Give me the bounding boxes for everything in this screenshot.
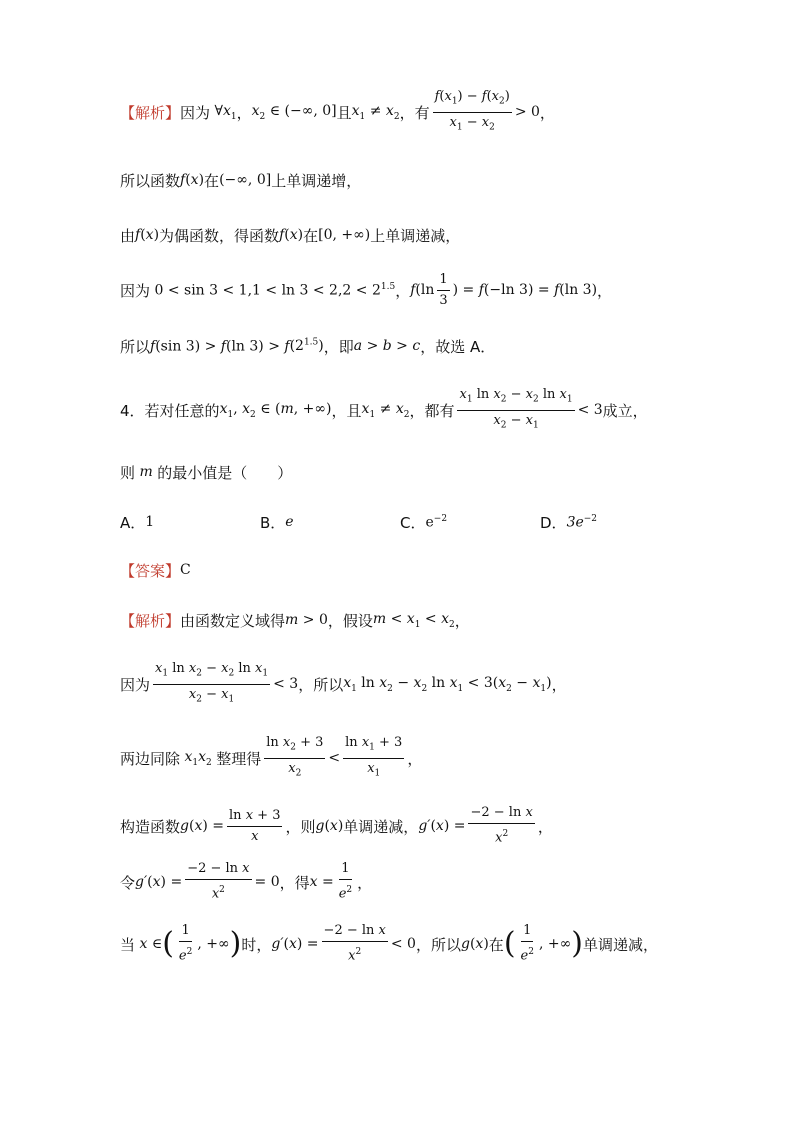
answer-value: C	[180, 562, 191, 578]
analysis2-line-4: 构造函数 g(x) = $\frac{\text{ln x + 3}}{x}$ ，则 g(x) 单调递减， g′(x) = $\frac{\text{−2 − ln x}}{x^2}$ ，	[120, 805, 553, 846]
fraction: $\frac{x_1 \ln x_2 - x_2 \ln x_1}{x_2 - x_1}$	[155, 660, 269, 705]
analysis-label: 【解析】	[120, 103, 181, 122]
analysis-label: 【解析】	[120, 611, 181, 630]
fraction: $\frac{f(x_1) - f(x_2)}{x_1 - x_2}$	[434, 88, 510, 133]
analysis-line-3: 由 f(x) 为偶函数，得函数 f(x) 在 [0, +∞) 上单调递减，	[120, 226, 461, 245]
fraction: $\frac{x_1 \ln x_2 - x_2 \ln x_1}{x_2 - x_1}$	[459, 386, 573, 431]
analysis2-line-6: 当 x ∈ ( $\frac{1}{e^2}$ , +∞ ) 时， g′(x) = $\frac{\text{−2 − ln x}}{x^2}$ < 0 ，所以 g(x) 在 ( $\frac{1}{e^2}$ , +∞ ) 单调递减，	[120, 923, 658, 964]
question-4-line-2: 则 m 的最小值是（ ）	[120, 463, 293, 482]
option-d[interactable]: D． $3e^{-2}$	[540, 513, 598, 532]
formula: $x_2$ ∈ (−∞, 0]	[251, 102, 337, 122]
option-a[interactable]: A． 1	[120, 513, 155, 532]
answer-options	[120, 508, 680, 536]
option-c[interactable]: C． $e^{-2}$	[400, 513, 448, 532]
analysis2-line-2: 因为 $\frac{x_1 \ln x_2 - x_2 \ln x_1}{x_2 - x_1}$ < 3 ，所以 $x_1$ $\ln x_2 - x_2$ $\ln x_1 < 3(x_2 - x_1)$ ，	[120, 664, 567, 704]
answer-line	[120, 550, 191, 590]
analysis-line-5: 所以 f(sin 3) > f(ln $3) > f(2^{1.5})$ ，即 a > b > c ，故选 A．	[120, 337, 496, 356]
answer-label: 【答案】	[120, 561, 181, 580]
question-number: 4．	[120, 401, 145, 420]
analysis-line-2: 所以函数 f(x) 在 (−∞, 0] 上单调递增，	[120, 171, 362, 190]
analysis2-line-5: 令 g′(x) = $\frac{\text{−2 − ln x}}{x^2}$ = 0 ，得 x = $\frac{1}{e^2}$ ，	[120, 861, 373, 902]
question-4-line-1: 4． 若对任意的 $x_1$, $x_2$ ∈ (m, +∞) ，且 $x_1 \ne x_2$ ，都有 $\frac{x_1 \ln x_2 - x_2 \ln x_1}{x_2 - x_1}$ < 3 成立，	[120, 390, 648, 430]
formula: $x_1 \ne x_2$	[351, 102, 400, 122]
formula: $\forall x_1$	[214, 102, 237, 122]
option-b[interactable]: B． e	[260, 513, 294, 532]
analysis-line-1: 【解析】 因为 $\forall x_1$ ， $x_2$ ∈ (−∞, 0] 且 $x_1 \ne x_2$ ，有 $\frac{f(x_1) - f(x_2)}{x_1 - x_2}$ > 0 ，	[120, 92, 555, 132]
analysis-line-4: 因为 $0 < \sin 3 < 1,1 < \ln 3 < 2,2 < 2^{1.5}$ ， f(ln $\frac{1}{3}$ ) = f(−ln 3) = f(ln 3) ，	[120, 271, 613, 308]
analysis2-line-1: 【解析】 由函数定义域得 m > 0 ，假设 $m < x_1 < x_2$ ，	[120, 610, 470, 630]
analysis2-line-3: 两边同除 $x_1x_2$ 整理得 $\frac{\ln x_2 + 3}{x_2}$ < $\frac{\ln x_1 + 3}{x_1}$ ，	[120, 734, 423, 779]
